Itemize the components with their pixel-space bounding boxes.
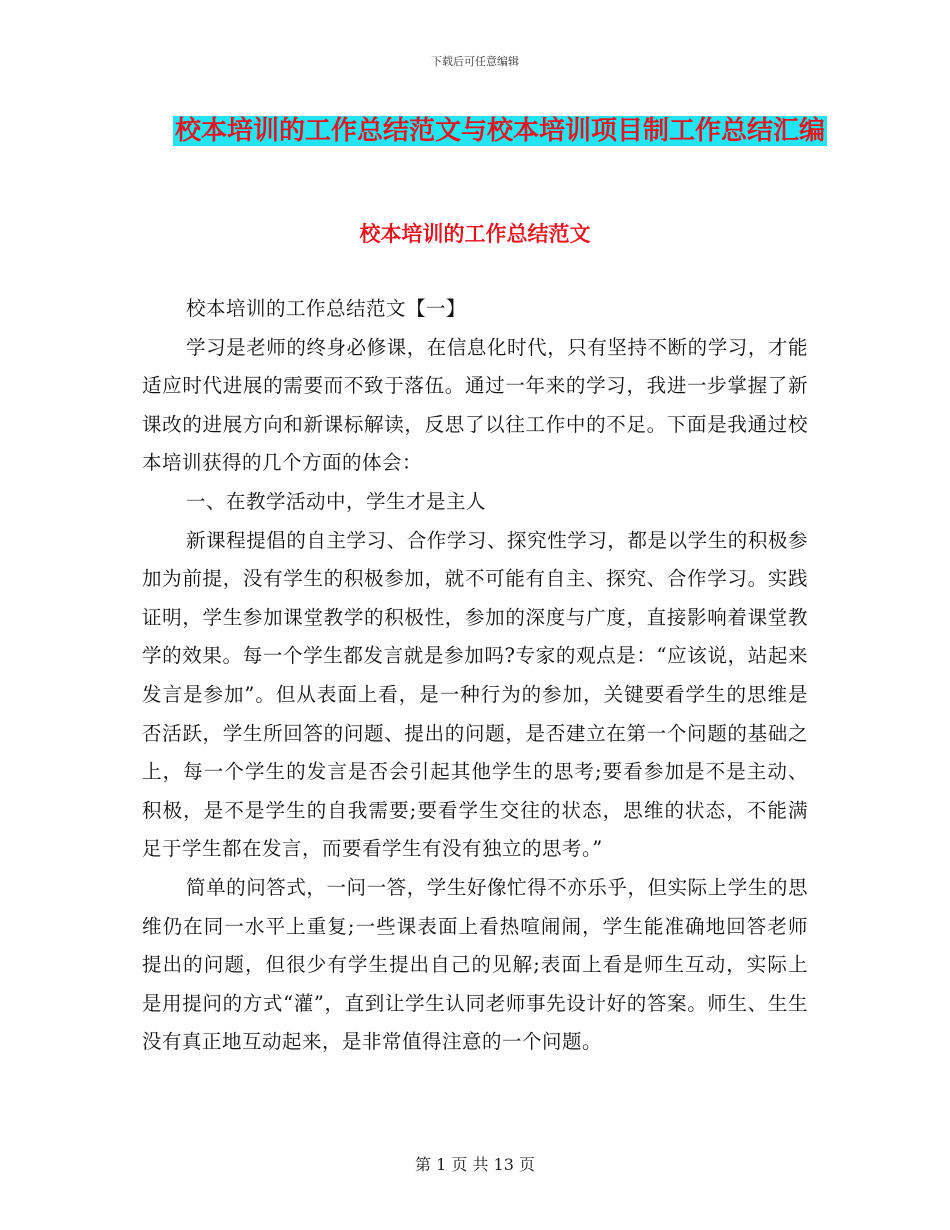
document-title-text: 校本培训的工作总结范文与校本培训项目制工作总结汇编 — [174, 116, 825, 146]
section-title: 校本培训的工作总结范文 — [359, 222, 591, 246]
paragraph: 一、在教学活动中，学生才是主人 — [186, 489, 487, 513]
body-text — [142, 290, 808, 1062]
page-footer: 第 1 页 共 13 页 — [415, 1155, 535, 1174]
paragraph: 学习是老师的终身必修课，在信息化时代，只有坚持不断的学习，才能适应时代进展的需要而不致于落伍。通过一年来的学习，我进一步掌握了新课改的进展方向和新课标解读，反思了以往工作中的不足。下面是我通过校本培训获得的几个方面的体会： — [142, 335, 808, 475]
paragraph: 简单的问答式，一问一答，学生好像忙得不亦乐乎，但实际上学生的思维仍在同一水平上重复;一些课表面上看热喧闹闹，学生能准确地回答老师提出的问题，但很少有学生提出自己的见解;表面上看是师生互动，实际上是用提问的方式“灌”，直到让学生认同老师事先设计好的答案。师生、生生没有真正地互动起来，是非常值得注意的一个问题。 — [142, 875, 808, 1054]
paragraph: 校本培训的工作总结范文【一】 — [186, 297, 467, 320]
document-title — [120, 108, 880, 154]
header-note: 下载后可任意编辑 — [431, 55, 519, 68]
paragraph: 新课程提倡的自主学习、合作学习、探究性学习，都是以学生的积极参加为前提，没有学生的积极参加，就不可能有自主、探究、合作学习。实践证明，学生参加课堂教学的积极性，参加的深度与广度，直接影响着课堂教学的效果。每一个学生都发言就是参加吗?专家的观点是：“应该说，站起来发言是参加”。但从表面上看，是一种行为的参加，关键要看学生的思维是否活跃，学生所回答的问题、提出的问题，是否建立在第一个问题的基础之上，每一个学生的发言是否会引起其他学生的思考;要看参加是不是主动、积极，是不是学生的自我需要;要看学生交往的状态，思维的状态，不能满足于学生都在发言，而要看学生有没有独立的思考。” — [142, 528, 808, 861]
